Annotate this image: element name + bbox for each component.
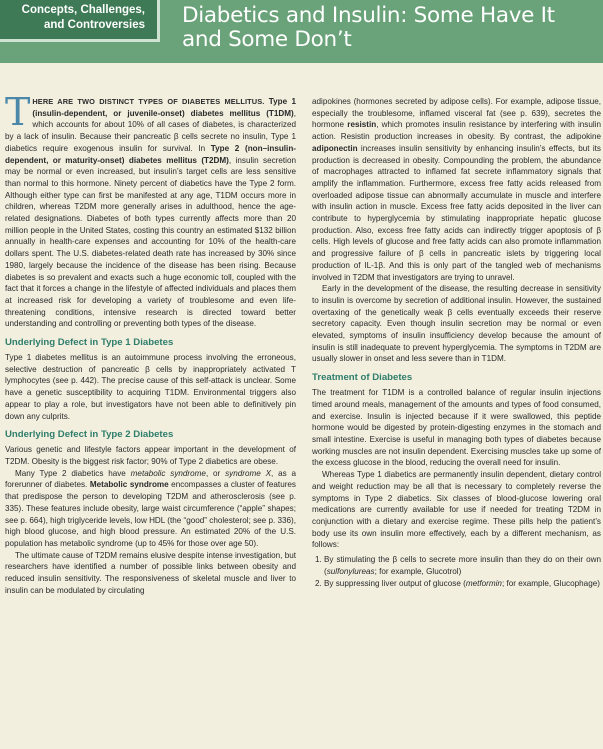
treatment-paragraph-2: Whereas Type 1 diabetics are permanently insulin dependent, dietary control and weight reduction may be all that is necessary to completely reverse the symptoms in Type 2 diabetics. Six classes of blood-glucose lowering oral medications are currently available for use if needed for treating T2DM in conjunction with a dietary and exercise regime. These pills help the patient’s body use its own insulin more effectively, each by a different mechanism, as follows: — [312, 470, 601, 550]
adipokine-text-e: increases insulin sensitivity by enhancing insulin’s effects, but its production is decreased in obesity. Compounding the problem, the abundance of macrophages attracted to inflamed fat secrete inflammatory signals that amplify the inflammation. Furthermore, excess free fatty acids released from overloaded adipose tissue can abnormally accumulate in muscle and interfere with insulin action in muscle. Excess free fatty acids deposited in the liver can contribute to hyperglycemia by stimulating inappropriate hepatic glucose production. Also, excess free fatty acids can indirectly trigger apoptosis of β cells. High levels of glucose and free fatty acids can also promote inflammation and progressive failure of β cells in pancreatic islets by triggering local production of IL-1β. And this is only part of the tangled web of mechanisms involved in T2DM that investigators are trying to unravel. — [312, 143, 601, 282]
drop-cap: T — [5, 90, 31, 134]
section-tag — [0, 0, 160, 42]
heading-type1-defect: Underlying Defect in Type 1 Diabetes — [5, 337, 174, 349]
section-tag-line1: Concepts, Challenges, — [21, 4, 145, 16]
type2-paragraph-2 — [5, 468, 296, 550]
intro-text-1: , which accounts for about 10% of all cases of diabetes, is characterized by a lack of insulin. Because their pancreatic β cells secrete no insulin, Type 1 diabetics require exogenous insulin for survival. In — [5, 108, 296, 153]
ms-text-a: Many Type 2 diabetics have — [15, 468, 131, 478]
syndrome-x-term: syndrome X — [225, 468, 271, 478]
adipokine-text-c: , which promotes insulin resistance by interfering with insulin action. Resistin production increases in obesity. By contrast, the adipokine — [312, 120, 602, 142]
adipokine-paragraph — [312, 96, 601, 283]
left-column — [5, 90, 297, 596]
heading-treatment: Treatment of Diabetes — [312, 372, 413, 384]
sulfonylureas-term: sulfonylureas — [326, 566, 375, 576]
ms-text-g: encompasses a cluster of features that predispose the person to developing T2DM and atherosclerosis (see p. 335). These features include obesity, large waist circumference (“apple” shapes; see p. 664), high triglyceride levels, low HDL (the “good” cholesterol; see p. 336), high blood glucose, and high blood pressure. An estimated 20% of the U.S. population has metabolic syndrome (up to 45% for those over age 50). — [5, 480, 296, 548]
type2-paragraph-3: The ultimate cause of T2DM remains elusive despite intense investigation, but researchers have identified a number of possible links between obesity and reduced insulin sensitivity. The responsiveness of skeletal muscle and liver to insulin can be modulated by circulating — [5, 550, 296, 595]
metformin-term: metformin — [465, 579, 502, 589]
intro-lead: HERE ARE TWO DISTINCT TYPES OF DIABETES MELLITUS. — [32, 97, 265, 106]
li1-text-a: By stimulating the β cells to secrete more insulin than they do on their own ( — [324, 555, 601, 576]
medication-list — [312, 554, 601, 590]
adipokine-text-a: adipokines (hormones secreted by adipose cells). For example, adipose tissue, especially the troublesome, inflamed visceral fat (see p. 639), secretes the hormone — [312, 97, 601, 130]
resistin-term: resistin — [347, 120, 377, 130]
type1-term: Type 1 (insulin-dependent, or juvenile-onset) diabetes mellitus (T1DM) — [32, 97, 296, 118]
treatment-paragraph-1: The treatment for T1DM is a controlled balance of regular insulin injections timed around meals, management of the amounts and types of food consumed, and exercise. Insulin is injected because if it were swallowed, this peptide hormone would be digested by protein-digesting enzymes in the stomach and small intestine. Exercise is useful in managing both types of diabetes because working muscles are not insulin dependent. Exercising muscles take up some of the excess glucose in the blood, reducing the overall need for insulin. — [312, 388, 601, 468]
type2-paragraph-1: Various genetic and lifestyle factors appear important in the development of T2DM. Obesity is the biggest risk factor; 90% of Type 2 diabetics are obese. — [5, 445, 296, 466]
adiponectin-term: adiponectin — [312, 143, 358, 153]
type2-term: Type 2 (non–insulin-dependent, or maturity-onset) diabetes mellitus (T2DM) — [5, 143, 296, 165]
li2-text-c: ; for example, Glucophage) — [501, 579, 600, 589]
intro-paragraph — [5, 90, 296, 330]
heading-type2-defect: Underlying Defect in Type 2 Diabetes — [5, 429, 174, 441]
list-item — [324, 554, 601, 577]
page-header — [0, 0, 603, 63]
ms-text-e: , as a forerunner of diabetes. — [5, 468, 297, 490]
intro-text-2: , insulin secretion may be normal or even increased, but insulin’s target cells are less sensitive than normal to this hormone. Ninety percent of diabetics have the Type 2 form. Although either type can first be manifested at any age, T1DM occurs more in children, whereas T2DM more generally arises in adulthood, hence the age-related designations. Diabetes of both types currently affects more than 20 million people in the United States, costing this country an estimated $132 billion annually in health-care expenses and accounting for 10% of the health-care dollars spent. The U.S. diabetes-related death rate has increased by 30% since 1980, largely because the incidence of the disease has been rising. Because diabetes is so prevalent and exacts such a huge economic toll, coupled with the fact that it forces a change in the lifestyle of affected individuals and places them at increased risk for developing a variety of troublesome and even life-threatening conditions, intensive research is directed toward better understanding and controlling or preventing both types of the disease. — [5, 155, 296, 329]
right-column — [312, 96, 601, 591]
section-tag-line2: and Controversies — [44, 19, 145, 31]
early-development-paragraph: Early in the development of the disease, the resulting decrease in sensitivity to insulin is overcome by secretion of additional insulin. However, the sustained overtaxing of the genetically weak β cells eventually exceeds their reserve secretory capacity. Even though insulin secretion may be normal or even elevated, symptoms of insulin insufficiency develop because the amount of insulin is still inadequate to prevent hyperglycemia. The symptoms in T2DM are usually slower in onset and less severe than in T1DM. — [312, 284, 601, 364]
ms-term-bold: Metabolic syndrome — [89, 480, 169, 490]
ms-text-c: , or — [205, 468, 226, 478]
li2-text-a: By suppressing liver output of glucose ( — [324, 579, 466, 589]
page-title: Diabetics and Insulin: Some Have It and Some Don’t — [182, 3, 555, 52]
type1-paragraph: Type 1 diabetes mellitus is an autoimmune process involving the erroneous, selective destruction of pancreatic β cells by inappropriately activated T lymphocytes (see p. 442). The precise cause of this self-attack is unclear. Some have a genetic susceptibility to acquiring T1DM. Environmental triggers also appear to play a role, but investigators have not been able to definitively pin down any culprits. — [5, 353, 296, 421]
list-item — [324, 578, 601, 590]
li1-text-c: ; for example, Glucotrol) — [374, 566, 462, 576]
ms-term-italic: metabolic syndrome — [130, 468, 206, 478]
